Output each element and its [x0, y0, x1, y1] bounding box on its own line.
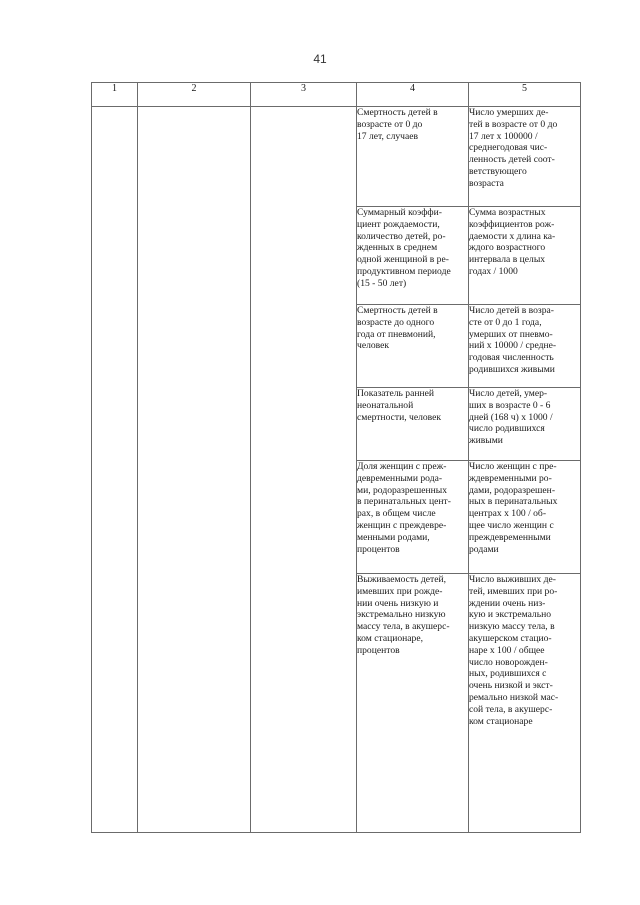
column-2-cell [138, 107, 251, 833]
table-header-row [92, 83, 581, 107]
column-header-2: 2 [138, 83, 251, 107]
formula-cell: Число детей в возра- сте от 0 до 1 года, умерших от пневмо- ний х 10000 / средне- годовая численность родившихся живыми [469, 305, 581, 388]
indicator-cell: Смертность детей в возрасте до одного года от пневмоний, человек [357, 305, 469, 388]
column-header-5: 5 [469, 83, 581, 107]
formula-cell: Число умерших де- тей в возрасте от 0 до 17 лет х 100000 / среднегодовая чис- ленность детей соот- ветствующего возраста [469, 107, 581, 207]
column-header-3: 3 [251, 83, 357, 107]
formula-cell: Число выживших де- тей, имевших при ро- ждении очень низ- кую и экстремально низкую массу тела, в акушерском стацио- наре х 100 / общее число новорожден- ных, родившихся с очень низкой и экст- ремально низкой мас- сой тела, в акушерс- ком стационаре [469, 574, 581, 833]
indicator-cell: Суммарный коэффи- циент рождаемости, количество детей, ро- жденных в среднем одной женщиной в ре- продуктивном периоде (15 - 50 лет) [357, 207, 469, 305]
column-1-cell [92, 107, 138, 833]
indicator-cell: Смертность детей в возрасте от 0 до 17 лет, случаев [357, 107, 469, 207]
column-header-4: 4 [357, 83, 469, 107]
table-row [92, 107, 581, 207]
column-header-1: 1 [92, 83, 138, 107]
indicator-cell: Доля женщин с преж- девременными рода- ми, родоразрешенных в перинатальных цент- рах, в общем числе женщин с преждевре- менными родами, процентов [357, 461, 469, 574]
indicators-table [91, 82, 581, 833]
indicator-cell: Показатель ранней неонатальной смертности, человек [357, 388, 469, 461]
formula-cell: Число детей, умер- ших в возрасте 0 - 6 дней (168 ч) х 1000 / число родившихся живыми [469, 388, 581, 461]
column-3-cell [251, 107, 357, 833]
page-number: 41 [313, 52, 327, 66]
indicator-cell: Выживаемость детей, имевших при рожде- нии очень низкую и экстремально низкую массу тела, в акушерс- ком стационаре, процентов [357, 574, 469, 833]
formula-cell: Число женщин с пре- ждевременными ро- дами, родоразрешен- ных в перинатальных центрах х 100 / об- щее число женщин с преждевременными родами [469, 461, 581, 574]
formula-cell: Сумма возрастных коэффициентов рож- даемости х длина ка- ждого возрастного интервала в целых годах / 1000 [469, 207, 581, 305]
